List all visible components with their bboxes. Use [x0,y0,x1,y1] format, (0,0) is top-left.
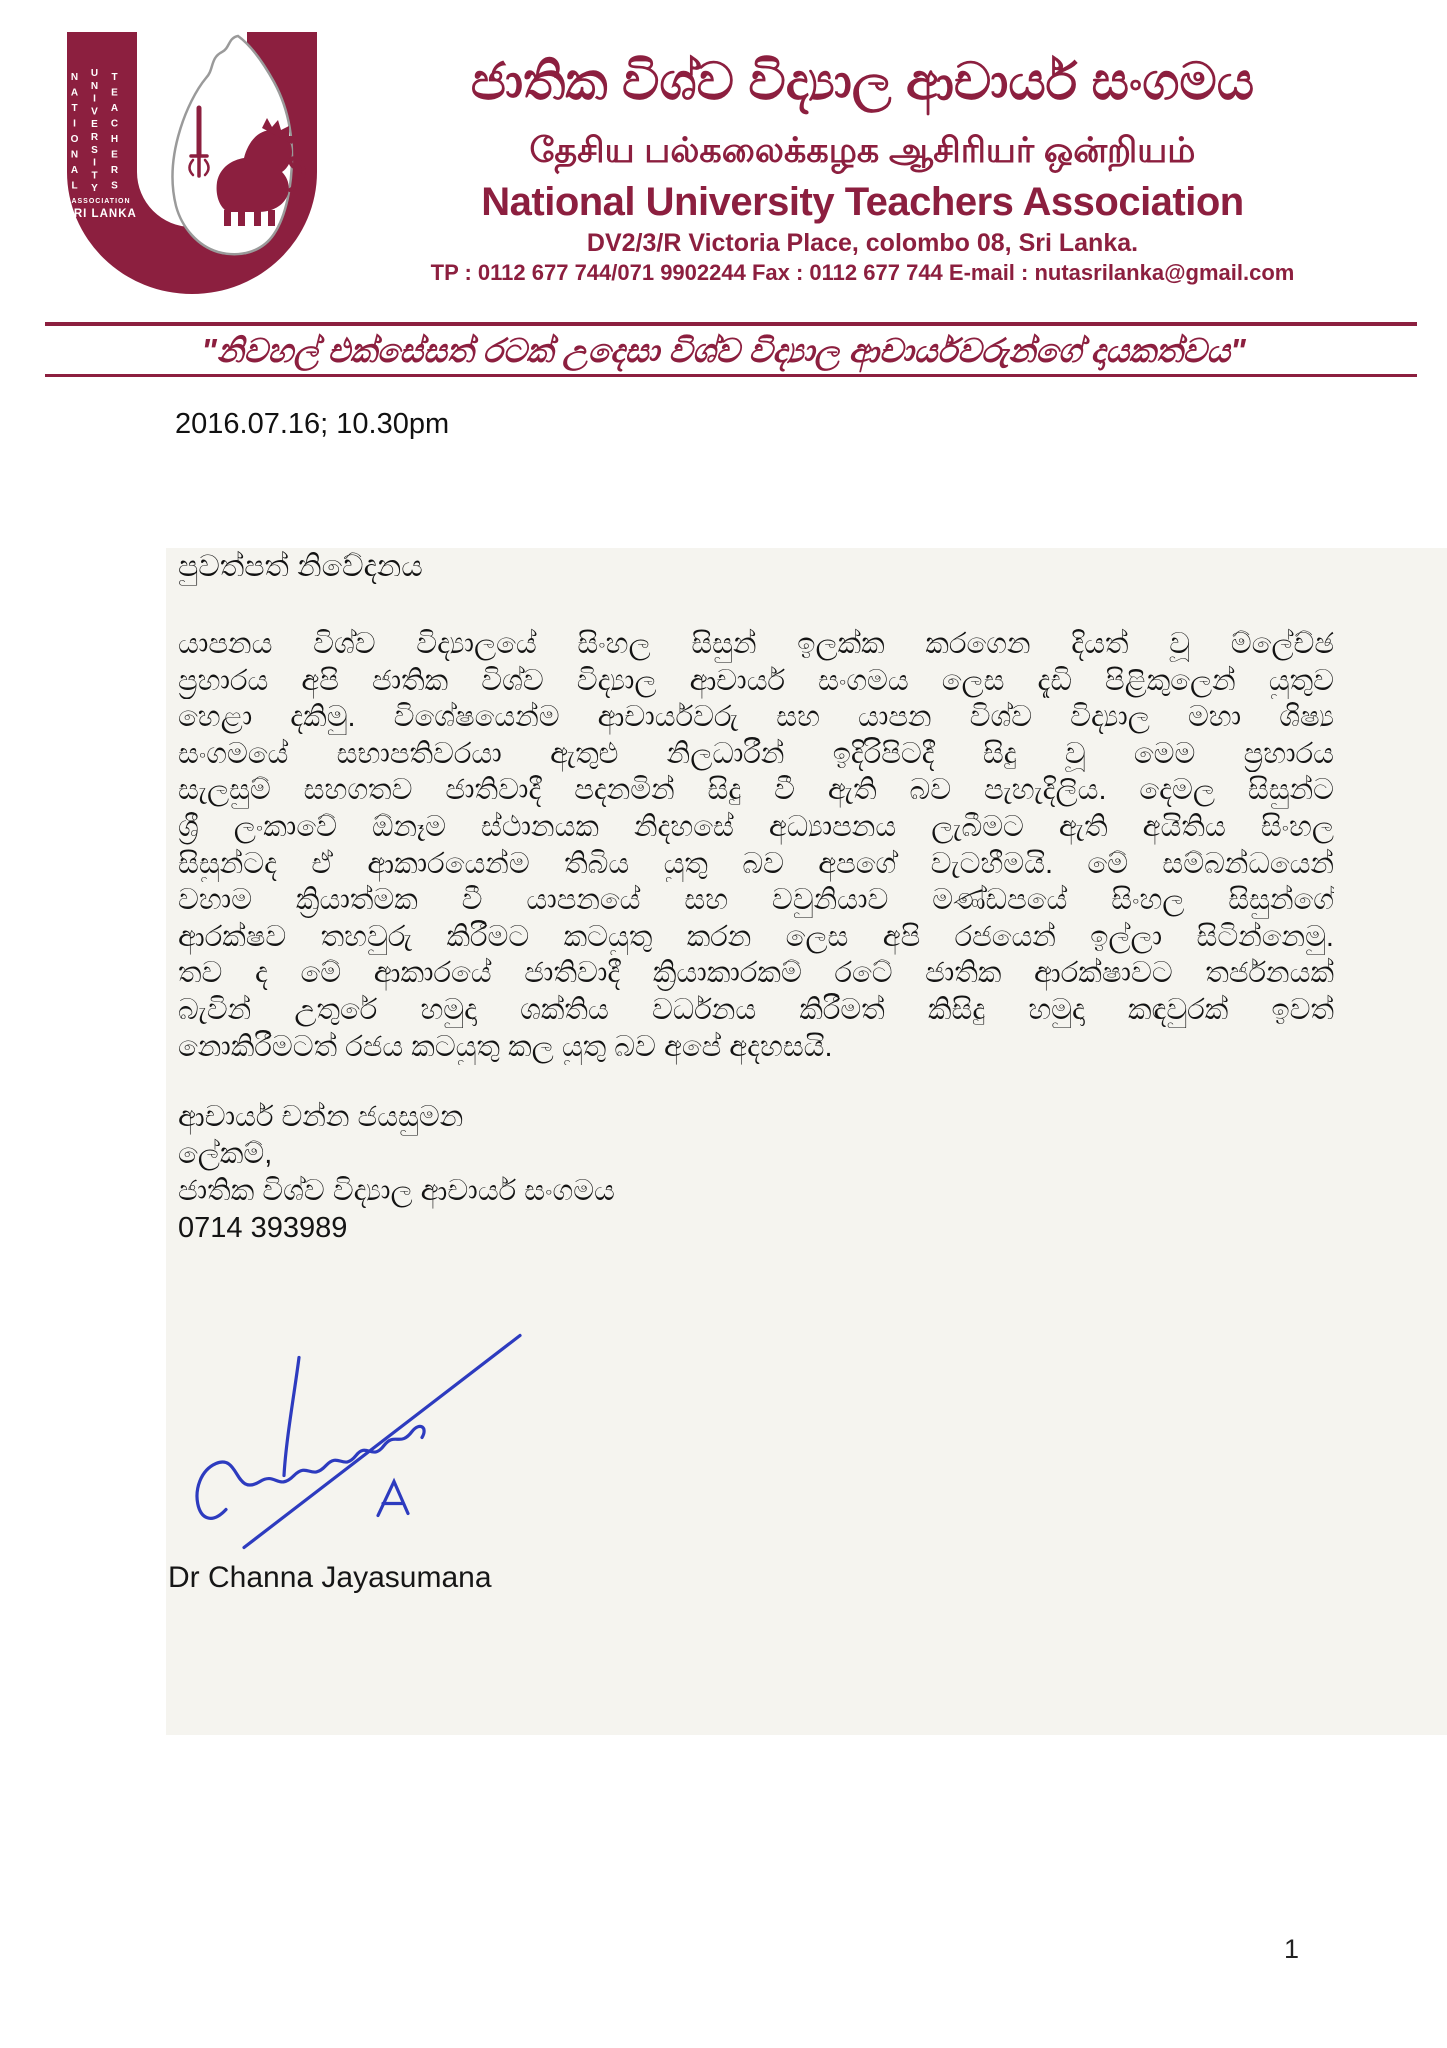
body-line: නොකිරීමටත් රජය කටයුතු කල යුතු බව අපේ අදහසයි. [178,1030,833,1063]
signoff-block [178,1099,615,1247]
body-line: වහාම ක්‍රියාත්මක වී යාපනයේ සහ වවුනියාව මණ්ඩපයේ සිංහල සිසුන්ගේ [178,884,1334,917]
body-line: ප්‍රහාරය අපි ජාතික විශ්ව විද්‍යාල ආචාර්ය සංගමය ලෙස දැඩි පිළිකුලෙන් යුතුව [178,664,1334,697]
nuta-logo [52,22,332,304]
body-line: ආරක්ෂව තහවුරු කිරීමට කටයුතු කරන ලෙස අපි රජයෙන් ඉල්ලා සිටින්නෙමු. [178,920,1334,953]
body-line: ශ්‍රී ලංකාවේ ඕනෑම ස්ථානයක නිදහසේ අධ්‍යාපනය ලැබීමට ඇති අයිතිය සිංහල [178,810,1334,843]
signoff-organisation: ජාතික විශ්ව විද්‍යාල ආචාර්ය සංගමය [178,1175,615,1207]
logo-word-university: UNIVERSITY [89,68,100,196]
body-line: හෙළා දකිමු. විශේෂයෙන්ම ආචාර්යවරු සහ යාපන විශ්ව විද්‍යාල මහා ශිෂ්‍ය [178,701,1334,734]
body-line: සංගමයේ සභාපතිවරයා ඇතුළු නිලධාරීන් ඉදිරිපිටදී සිදු වූ මෙම ප්‍රහාරය [178,737,1334,770]
org-contact-line: TP : 0112 677 744/071 9902244 Fax : 0112 677 744 E-mail : nutasrilanka@gmail.com [430,260,1295,285]
signoff-phone: 0714 393989 [178,1212,348,1244]
body-line: තව ද මේ ආකාරයේ ජාතිවාදී ක්‍රියාකාරකම් රටේ ජාතික ආරක්ෂාවට තර්ජනයක් [178,957,1334,990]
page-number: 1 [1284,1934,1300,1964]
org-title-tamil: தேசிய பல்கலைக்கழக ஆசிரியர் ஒன்றியம் [529,131,1196,170]
signoff-title: ලේකම්, [178,1138,273,1170]
logo-word-teachers: TEACHERS [109,72,120,196]
header-rule-top [45,322,1417,326]
header-rule-bottom [45,374,1417,377]
body-line: සිසුන්ටද ඒ ආකාරයෙන්ම තිබිය යුතු බව අපගේ වැටහීමයි. මේ සම්බන්ධයෙන් [178,847,1334,880]
handwritten-signature [148,1318,538,1566]
signature-ink [148,1318,538,1566]
body-line: සැලසුම් සහගතව ජාතිවාදී පදනමින් සිදු වී ඇති බව පැහැදිලිය. දෙමල සිසුන්ට [178,774,1334,807]
org-slogan: "නිවහල් එක්සේසත් රටක් උදෙසා විශ්ව විද්‍යාල ආචාර්යවරුන්ගේ දායකත්වය" [201,332,1246,369]
letter-body [178,626,1334,1065]
press-release-heading: පුවත්පත් නිවේදනය [178,550,423,583]
letter-datetime: 2016.07.16; 10.30pm [175,408,450,440]
signoff-name: ආචාර්ය චන්න ජයසුමන [178,1101,464,1133]
logo-word-national: NATIONAL [69,72,80,196]
org-title-sinhala: ජාතික විශ්ව විද්‍යාල ආචාර්ය සංගමය [470,53,1255,111]
body-line: යාපනය විශ්ව විද්‍යාලයේ සිංහල සිසුන් ඉලක්ක කරගෙන දියත් වූ ම්ලේච්ඡ [178,628,1334,660]
logo-word-association: ASSOCIATION [71,198,131,205]
body-line: බැවින් උතුරේ හමුදා ශක්තිය වර්ධනය කිරීමත් කිසිදු හමුදා කඳවුරක් ඉවත් [178,993,1334,1026]
org-address: DV2/3/R Victoria Place, colombo 08, Sri Lanka. [586,229,1139,257]
org-title-english: National University Teachers Association [481,180,1244,224]
logo-word-sri-lanka: SRI LANKA [65,208,137,220]
signatory-printed-name: Dr Channa Jayasumana [168,1561,492,1594]
